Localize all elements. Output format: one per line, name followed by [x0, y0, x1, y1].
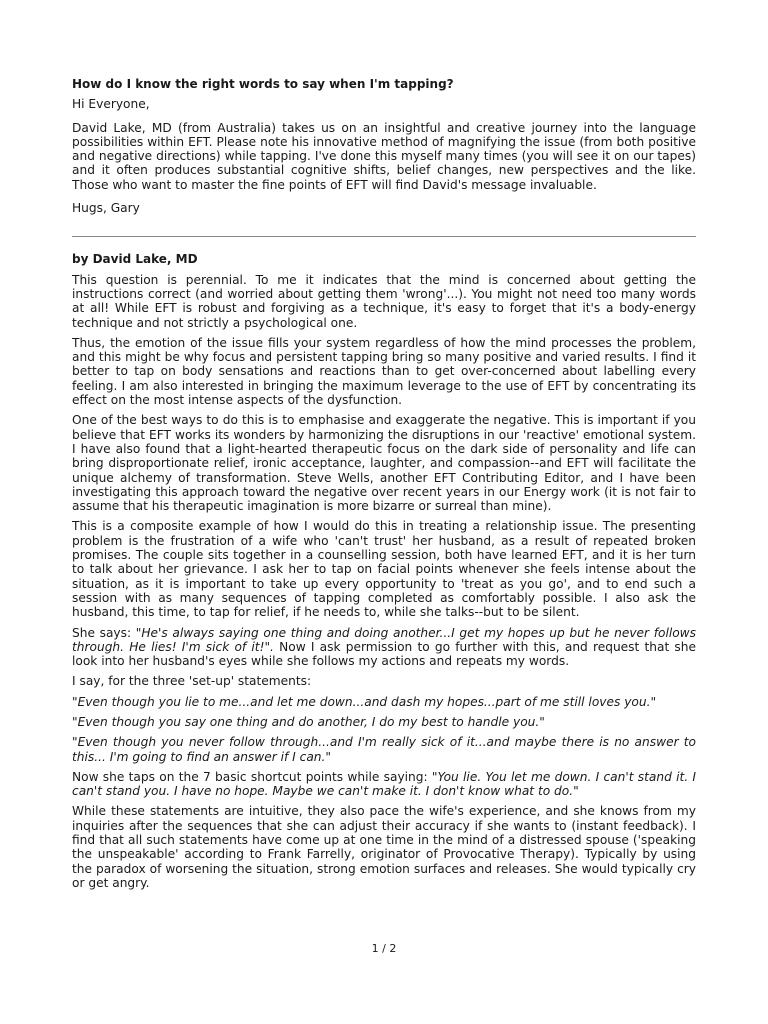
paragraph-lead: Now she taps on the 7 basic shortcut points while saying:: [72, 769, 432, 784]
intro-section: [72, 77, 696, 215]
article-paragraph-2: Thus, the emotion of the issue fills your system regardless of how the mind processes the problem, and this might be why focus and persistent tapping bring so many positive and varied results. I find it better to tap on body sensations and reactions than to get over-concerned about labelling every feeling. I am also interested in bringing the maximum leverage to the use of EFT by concentrating its effect on the most intense aspects of the dysfunction.: [72, 335, 696, 408]
wife-quote: "He's always saying one thing and doing another...I get my hopes up but he never follows through. He lies! I'm sick of it!".: [72, 625, 696, 654]
setup-quote-3: "Even though you never follow through...and I'm really sick of it...and maybe there is no answer to this... I'm going to find an answer if I can.": [72, 735, 696, 764]
article-paragraph-6: I say, for the three 'set-up' statements:: [72, 674, 312, 689]
page-number: 1 / 2: [371, 942, 397, 955]
setup-statement-1: [72, 695, 696, 709]
article-paragraph-7: [72, 770, 696, 799]
article-section: [72, 252, 696, 890]
setup-statement-2: [72, 715, 696, 729]
tapping-quote: "You lie. You let me down. I can't stand it. I can't stand you. I have no hope. Maybe we can't make it. I don't know what to do.": [72, 769, 696, 799]
page-title: How do I know the right words to say when I'm tapping?: [72, 77, 454, 91]
article-paragraph-8: While these statements are intuitive, they also pace the wife's experience, and she knows from my inquiries after the sequences that she can adjust their accuracy if she wants to (instant feedback). I find that all such statements have come up at one time in the mind of a distressed spouse ('speaking the unspeakable' according to Frank Farrelly, originator of Provocative Therapy). Typically by using the paradox of worsening the situation, strong emotion surfaces and releases. She would typically cry or get angry.: [72, 804, 696, 890]
signoff: Hugs, Gary: [72, 201, 140, 216]
article-paragraph-5: [72, 626, 696, 669]
section-divider: [72, 236, 696, 237]
setup-statement-3: [72, 735, 696, 764]
article-paragraph-3: One of the best ways to do this is to emphasise and exaggerate the negative. This is important if you believe that EFT works its wonders by harmonizing the disruptions in our 'reactive' emotional system. I have also found that a light-hearted therapeutic focus on the dark side of personality and life can bring disproportionate relief, ironic acceptance, laughter, and compassion--and EFT will facilitate the unique alchemy of transformation. Steve Wells, another EFT Contributing Editor, and I have been investigating this approach toward the negative over recent years in our Energy work (it is not fair to assume that his therapeutic imagination is more bizarre or surreal than mine).: [72, 413, 696, 514]
greeting: Hi Everyone,: [72, 97, 150, 112]
byline: by David Lake, MD: [72, 252, 198, 267]
setup-quote-2: "Even though you say one thing and do another, I do my best to handle you.": [72, 714, 545, 729]
article-paragraph-1: This question is perennial. To me it indicates that the mind is concerned about getting the instructions correct (and worried about getting them 'wrong'...). You might not need too many words at all! While EFT is robust and forgiving as a technique, it's easy to forget that it's a body-energy technique and not strictly a psychological one.: [72, 272, 696, 330]
paragraph-rest: Now I ask permission to go further with this, and request that she look into her husband's eyes while she follows my actions and repeats my words.: [72, 639, 696, 669]
document-page: [72, 77, 696, 896]
article-paragraph-4: This is a composite example of how I would do this in treating a relationship issue. The presenting problem is the frustration of a wife who 'can't trust' her husband, as a result of repeated broken promises. The couple sits together in a counselling session, both have learned EFT, and it is her turn to talk about her grievance. I ask her to tap on facial points whenever she feels intense about the situation, as it is important to take up every opportunity to 'treat as you go', and to end such a session with as many sequences of tapping completed as comfortably possible. I also ask the husband, this time, to tap for relief, if he needs to, while she talks--but to be silent.: [72, 519, 696, 620]
intro-paragraph: David Lake, MD (from Australia) takes us on an insightful and creative journey into the language possibilities within EFT. Please note his innovative method of magnifying the issue (from both positive and negative directions) while tapping. I've done this myself many times (you will see it on our tapes) and it often produces substantial cognitive shifts, belief changes, new perspectives and the like. Those who want to master the fine points of EFT will find David's message invaluable.: [72, 120, 696, 192]
setup-quote-1: "Even though you lie to me...and let me down...and dash my hopes...part of me still loves you.": [72, 694, 657, 709]
paragraph-lead: She says:: [72, 625, 136, 640]
